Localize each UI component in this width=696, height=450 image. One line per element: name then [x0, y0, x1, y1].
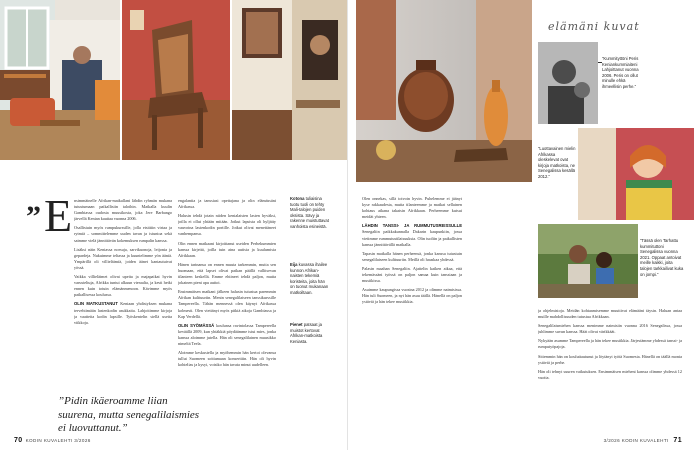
portrait-illustration-3 [538, 224, 638, 298]
paragraph: Halusin tehdä jotain niiden kenialaisten lasten hyväksi, joilla ei ollut yhtään mitään. Jotkut lapsista oli hyljätty vauvoina lastenkodin portille. Jotkut olivat menettäneet vanhempansa. [178, 213, 276, 237]
paragraph: Nykyään asumme Tampereella ja hän tekee musiikkia. Järjestämme yhdessä tanssi- ja rumputyöpajoja. [538, 338, 682, 350]
photo-caption-2 [290, 262, 330, 314]
paragraph-text: koulunsa ravintolassa Tampereella keväällä 2009, kun yhtäkkiä pöydäämme istui mies, jonka kanssa aloimme jutella. Hän oli senegalilainen muusikko nimeltä Teela. [178, 322, 276, 346]
caption-text: patsaat ja muistot kertovat Afrikan-matkoista Keniasta. [290, 322, 323, 344]
paragraph [362, 223, 462, 247]
caption-text: tuliaisina tuotu tuoli on tehty Mali-talojen puiden oksista. Sävy ja rakenne muistuttavat vanhoista esineistä. [290, 196, 329, 229]
paragraph: Sittemmin hän on kouluttautunut ja löytänyt työtä Suomesta. Hänellä on täällä monia ystäviä ja perhe. [538, 353, 682, 365]
caption-pointer [598, 62, 602, 63]
paragraph: Tapasin matkalla hänen perheensä, jonka kanssa tutustuin senegalilaiseen kulttuuriin. Meillä oli hauskaa yhdessä. [362, 250, 462, 262]
subheading: LÄHDIN TANSSI- JA RUMMUTUSREISSULLE [362, 223, 462, 229]
caption-lead: Eija [290, 262, 298, 267]
living-room-illustration [0, 0, 120, 160]
page-number: 71 [673, 437, 682, 444]
portrait-photo-2 [578, 128, 694, 220]
chair-illustration [122, 0, 230, 160]
paragraph: engalantia ja tanssiasi opettajana ja olin elämässäni Afrikassa. [178, 198, 276, 210]
subheading: OLIN SYÖMÄSSÄ [178, 322, 215, 328]
page-number: 70 [14, 437, 23, 444]
decor-illustration [356, 0, 532, 182]
paragraph: nsimmäinelle Afrikan-matkallani lähdin ryhmän mukana tutustumaan paikallisiin taloihin. Matkalla kuulin Gambiassa oudosta muusikosta, joka Jere Barbango järvellä Kenian kauttaa vuonna 2006. [74, 198, 172, 222]
article-column-1 [74, 198, 172, 390]
folio-right [604, 437, 682, 444]
paragraph: Lisäksi näin Keniassa norsuja, sarvikuonoja, leijonia ja gepardeja. Nukuimme teltassa ja kuuntelimme yön ääniä. Ympärillä oli villieläimiä, joiden äänet kantautuivat yössä. [74, 246, 172, 270]
caption-text: ”Luottavainen mielin Afrikassa oleskelevat ovat kirjoja matkoista, ne Senegalissa kesällä 2012.” [538, 146, 576, 179]
paragraph: Olin ennen matkaani kirjoittanut useiden Perhekummien kanssa kirjeitä, joilla tuin aina uutisia ja kuulumisia Afrikkaan. [178, 240, 276, 258]
caption-text: ”Tässä olen Tarhattu kummituttoni Senegalissa vuonna 2021. Oppaat antoivat meille kaikki, joita talojen tarkkailivat kuka on jompi.” [640, 238, 684, 277]
subheading: OLIN MATKUSTANUT [74, 301, 118, 307]
photo-caption-3 [290, 322, 330, 358]
living-room-photo [0, 0, 120, 160]
wall-art-illustration [232, 0, 348, 160]
paragraph: Hänen tarinansa on ennen muuta tarkemmin, mutta sen huomaan, että lapset olivat paikan päällä vallitsevan tilanteen keskellä. Emme ehtineet tehdä paljon, mutta jokainen pieni apu auttoi. [178, 261, 276, 286]
caption-text: ”Kummityttöni Peris Keniankummiaiteni Lahjoittanut vuonna 2006. Peris on ollut minulle ehkä ihmeellisin perhe.” [602, 56, 639, 89]
wall-art-photo [232, 0, 348, 160]
photo-caption-1 [290, 196, 330, 254]
portrait-caption-3 [640, 238, 686, 302]
paragraph: Senegalilaismiehen kanssa menimme naimisiin vuonna 2016 Senegalissa, jossa juhlimme suvun kanssa. Häät olivat värikkäät. [538, 323, 682, 335]
caption-text: kuvassa ihailee kunnon Afrikan-naisten tekemiä koristeita, joita hän on tuonut mukanaan matkoiltaan. [290, 262, 329, 295]
paragraph: Olen onnekas, sillä toivoin hyvin. Puhelemme ei jäänyt kyse rakkaudesta, mutta tilanteemme ja matkat sellainen kohtaus aikana takaisin Afrikkaan. Perheemme kutsui meidät yhteen. [362, 196, 462, 220]
folio-left [14, 437, 91, 444]
magazine-issue: KODIN KUVALEHTI 3/2026 [25, 438, 91, 443]
paragraph [74, 301, 172, 325]
paragraph: Vaikka villieläimet olivat upeita ja majapaikat hyvin varusteltuja, Afrikka tuntui alkuun vieraalta, ja kesti hetki ennen kuin totuin elämänmenoon. Kävimme myös paikallisessa koulussa. [74, 274, 172, 298]
caption-lead: Pienet [290, 322, 303, 327]
portrait-photo-1 [538, 42, 598, 124]
right-page [348, 0, 696, 450]
article-column-4 [362, 196, 462, 436]
drop-cap: E [44, 190, 73, 241]
magazine-issue: 3/2026 KODIN KUVALEHTI [603, 438, 669, 443]
paragraph: Palasin maahan Senegaliin. Ajattelin kaiken aikaa, että tekemässäni työssä on paljon samaa kuin tanssiaan ja musiikissa. [362, 265, 462, 284]
portrait-caption-2 [538, 146, 576, 210]
african-chair-photo [122, 0, 230, 160]
portrait-illustration-1 [538, 42, 598, 124]
portrait-caption-1 [602, 56, 646, 110]
portrait-photo-3 [538, 224, 638, 298]
paragraph: ja ohjelmistoja. Meidän kohtaamisemme muuttivat elämääni täysin. Haluan antaa muille mahdollisuuden tutustua Afrikkaan. [538, 308, 682, 320]
article-column-5 [538, 308, 682, 436]
pull-quote: ”Pidin ikäeroamme liian suurena, mutta senegalilaismies ei luovuttanut.” [58, 395, 200, 434]
paragraph-text: Senegaliin paikkakunnalla Dakarin kaupunkiin, jossa vietimme rummutustilaisuuksia. Olin tuoliin ja paikallisten kanssa jännittävällä matkalla. [362, 229, 462, 247]
quote-mark: ” [26, 200, 41, 233]
paragraph: Aloimme keskustella ja myöhemmin hän kertoi olevansa tullut Suomeen soittamaan konserttiin. Hän oli hyvin kohtelias ja kysyi, voisiko hän tavata minut uudelleen. [178, 350, 276, 368]
paragraph: Asuimme kaupungissa vuosina 2012 ja olimme naimisissa. Hän tuli Suomeen, ja nyt hän asuu täällä. Hänellä on paljon ystäviä ja hän tekee musiikkia. [362, 287, 462, 305]
decor-objects-photo [356, 0, 532, 182]
caption-lead: Kotona [290, 196, 305, 201]
paragraph: Hän oli tehnyt suuren vaikutuksen. Ensimmäisen mieheni kanssa olimme yhdessä 12 vuotta. [538, 368, 682, 380]
portrait-illustration-2 [578, 128, 694, 220]
paragraph: Ensimmäisen matkani jälkeen halusin tutustua paremmin Afrikan kulttuuriin. Menin senegalilaiseen tanssikurssille Tampereella. Tähän mennessä olen käynyt Afrikassa kolmesti. Olen viettänyt myös pitkiä aikoja Gambiassa ja Kap Verdellä. [178, 289, 276, 319]
paragraph: Osallistuin myös rumpukurssille, jolla etsittiin virtaa ja rytmiä – sommittelemme uuden tavan ja istuntoa sekä saimme vielä jännittävän kokemuksen rumpalin kanssa. [74, 225, 172, 243]
section-title: elämäni kuvat [548, 20, 640, 33]
paragraph-text: Keniaan yhdistyksen mukana tervehtimään lastenkodin asukkaita. Lahjoitimme kirjoja ja vaatteita kodin lapsille. Työskentelin siellä useita viikkoja. [74, 301, 172, 325]
paragraph [178, 323, 276, 347]
